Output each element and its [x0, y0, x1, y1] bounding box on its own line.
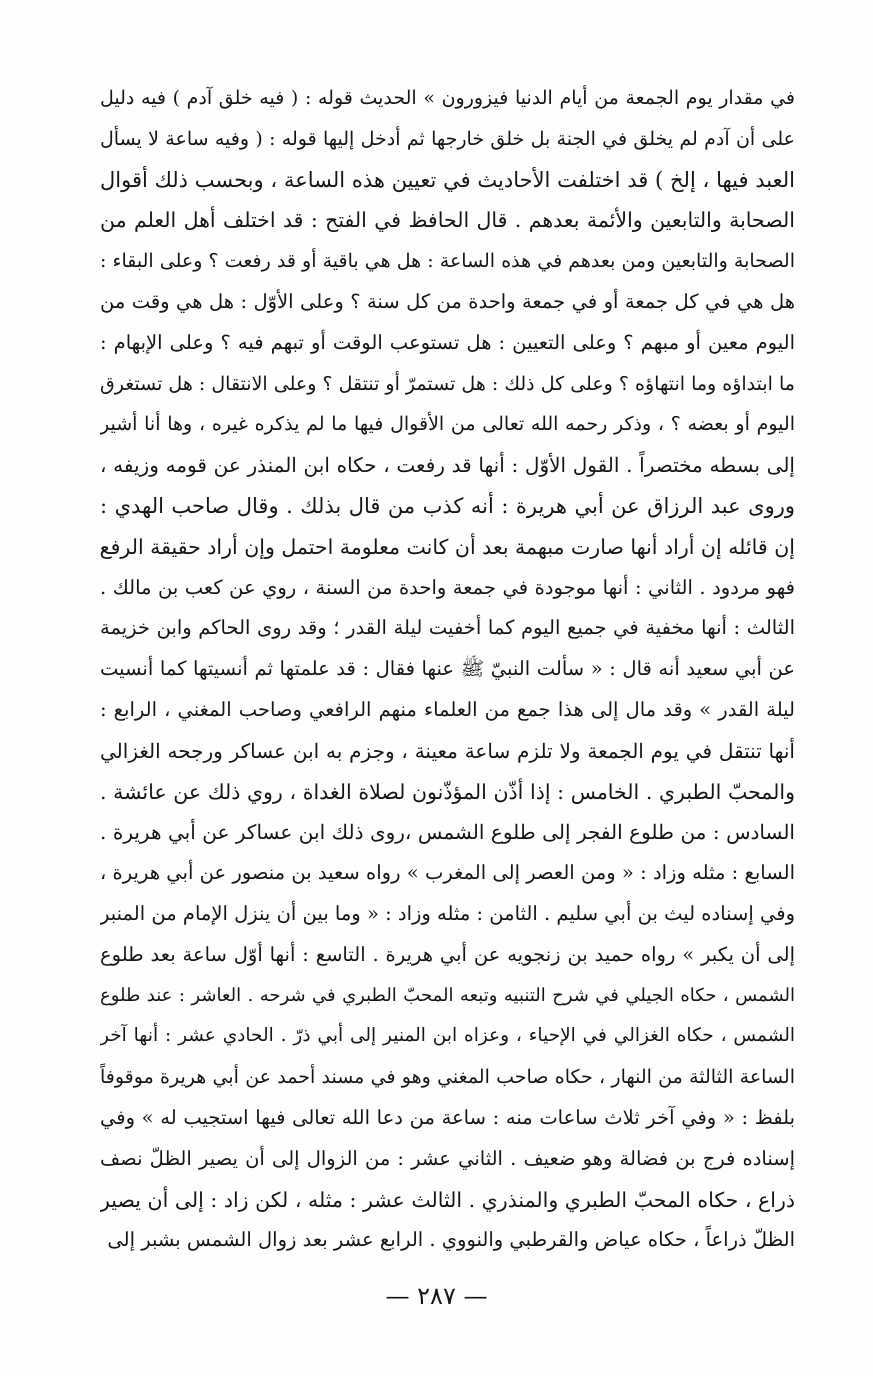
text-line: وروى عبد الرزاق عن أبي هريرة : أنه كذب من قال بذلك . وقال صاحب الهدي : — [100, 493, 795, 518]
text-line: ما ابتداؤه وما انتهاؤه ؟ وعلى كل ذلك : هل تستمرّ أو تنتقل ؟ وعلى الانتقال : هل تستغرق — [100, 372, 795, 395]
text-line: الصحابة والتابعين ومن بعدهم في هذه الساعة : هل هي باقية أو قد رفعت ؟ وعلى البقاء : — [100, 250, 795, 273]
text-line: أنها تنتقل في يوم الجمعة ولا تلزم ساعة معينة ، وجزم به ابن عساكر ورجحه الغزالي — [100, 738, 795, 763]
text-line: الظلّ ذراعاً ، حكاه عياض والقرطبي والنووي . الرابع عشر بعد زوال الشمس بشبر إلى — [107, 1228, 795, 1252]
text-line: الساعة الثالثة من النهار ، حكاه صاحب المغني وهو في مسند أحمد عن أبي هريرة موقوفاً — [100, 1066, 795, 1089]
text-line: اليوم أو بعضه ؟ ، وذكر رحمه الله تعالى من الأقوال فيها ما لم يذكره غيره ، وها أنا أشير — [100, 413, 795, 436]
text-line: بلفظ : « وفي آخر ثلاث ساعات منه : ساعة من دعا الله تعالى فيها استجيب له » وفي — [100, 1105, 795, 1129]
text-line: السادس : من طلوع الفجر إلى طلوع الشمس ،روى ذلك ابن عساكر عن أبي هريرة . — [100, 820, 795, 845]
text-line: إن قائله إن أراد أنها صارت مبهمة بعد أن كانت معلومة احتمل وإن أراد حقيقة الرفع — [100, 534, 795, 559]
text-line: وفي إسناده ليث بن أبي سليم . الثامن : مثله وزاد : « وما بين أن ينزل الإمام من المنبر — [100, 901, 795, 925]
text-line: إلى بسطه مختصراً . القول الأوّل : أنها قد رفعت ، حكاه ابن المنذر عن قومه وزيفه ، — [100, 453, 795, 478]
text-line: اليوم معين أو مبهم ؟ وعلى التعيين : هل تستوعب الوقت أو تبهم فيه ؟ وعلى الإبهام : — [100, 330, 795, 354]
text-line: إسناده فرج بن فضالة وهو ضعيف . الثاني عشر : من الزوال إلى أن يصير الظلّ نصف — [100, 1146, 795, 1170]
text-line: الشمس ، حكاه الغزالي في الإحياء ، وعزاه ابن المنير إلى أبي ذرّ . الحادي عشر : أنها آخر — [100, 1025, 795, 1047]
text-line: الصحابة والتابعين والأئمة بعدهم . قال الحافظ في الفتح : قد اختلف أهل العلم من — [100, 208, 795, 233]
text-line: ليلة القدر » وقد مال إلى هذا جمع من العلماء منهم الرافعي وصاحب المغني ، الرابع : — [100, 697, 795, 721]
text-line: عن أبي سعيد أنه قال : « سألت النبيّ ﷺ عنها فقال : قد علمتها ثم أنسيتها كما أنسيت — [100, 657, 795, 681]
text-line: هل هي في كل جمعة أو في جمعة واحدة من كل سنة ؟ وعلى الأوّل : هل هي وقت من — [100, 289, 795, 313]
text-line: فهو مردود . الثاني : أنها موجودة في جمعة واحدة من السنة ، روي عن كعب بن مالك . — [100, 575, 795, 599]
text-line: الثالث : أنها مخفية في جميع اليوم كما أخفيت ليلة القدر ؛ وقد روى الحاكم وابن خزيمة — [100, 616, 795, 640]
text-line: الشمس ، حكاه الجيلي في شرح التنبيه وتبعه المحبّ الطبري في شرحه . العاشر : عند طلوع — [100, 984, 795, 1006]
text-line: إلى أن يكبر » رواه حميد بن زنجويه عن أبي هريرة . التاسع : أنها أوّل ساعة بعد طلوع — [100, 942, 795, 966]
text-line: العبد فيها ، إلخ ) قد اختلفت الأحاديث في تعيين هذه الساعة ، وبحسب ذلك أقوال — [100, 167, 795, 192]
text-line: والمحبّ الطبري . الخامس : إذا أذّن المؤذّنون لصلاة الغداة ، روي ذلك عن عائشة . — [100, 779, 795, 804]
text-line: السابع : مثله وزاد : « ومن العصر إلى المغرب » رواه سعيد بن منصور عن أبي هريرة ، — [100, 861, 795, 885]
body-text — [100, 78, 795, 1261]
page-number: — ٢٨٧ — — [385, 1282, 488, 1310]
text-line: ذراع ، حكاه المحبّ الطبري والمنذري . الثالث عشر : مثله ، لكن زاد : إلى أن يصير — [100, 1187, 795, 1212]
text-line: في مقدار يوم الجمعة من أيام الدنيا فيزورون » الحديث قوله : ( فيه خلق آدم ) فيه دليل — [100, 87, 795, 109]
text-line: على أن آدم لم يخلق في الجنة بل خلق خارجها ثم أدخل إليها قوله : ( وفيه ساعة لا يسأل — [100, 127, 795, 150]
